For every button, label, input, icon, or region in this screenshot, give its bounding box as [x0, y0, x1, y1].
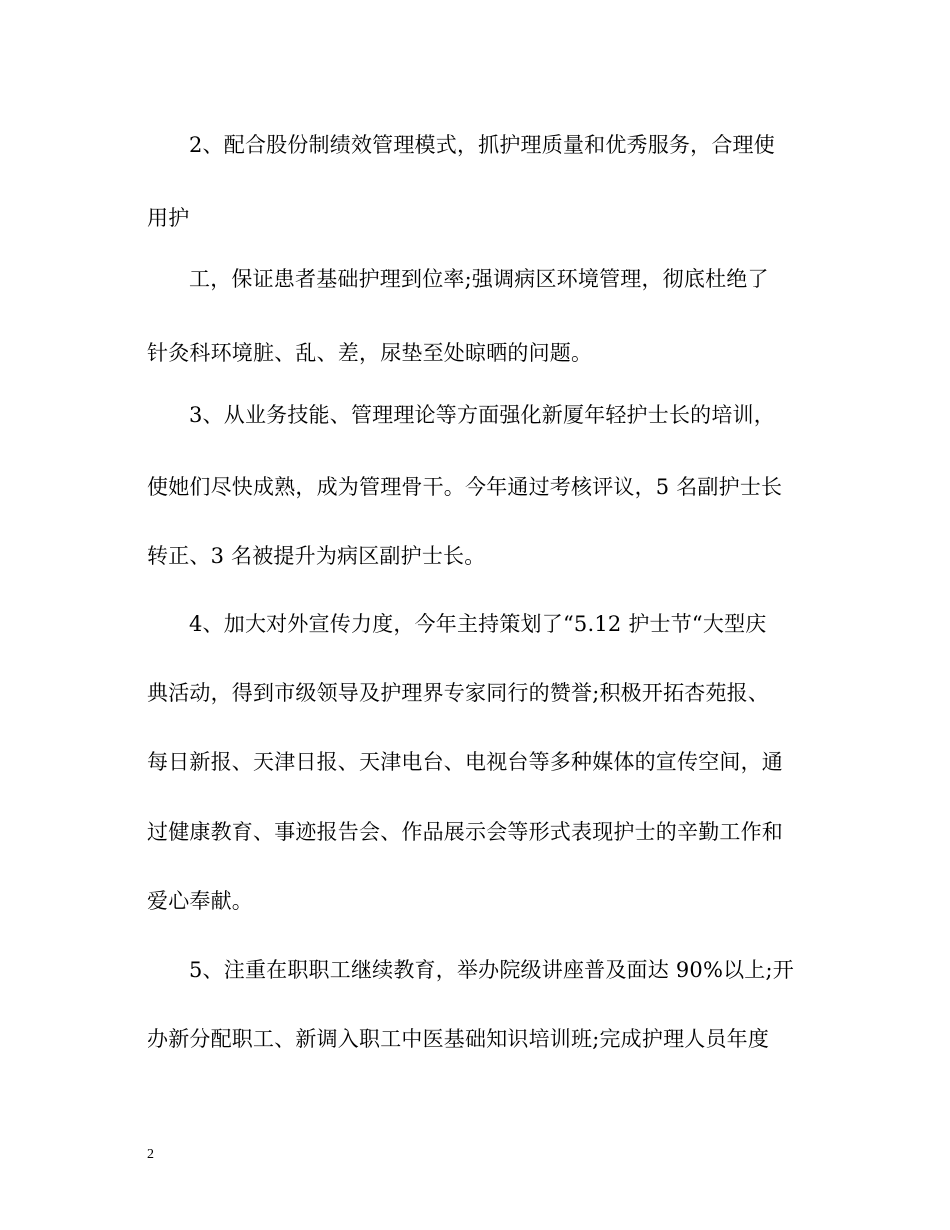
- paragraph-4-line-5: 爱心奉献。: [147, 889, 253, 913]
- paragraph-2-line-3: 工，保证患者基础护理到位率;强调病区环境管理，彻底杜绝了: [189, 267, 769, 291]
- paragraph-3-line-1: 3、从业务技能、管理理论等方面强化新厦年轻护士长的培训，: [189, 403, 775, 427]
- paragraph-4-line-1: 4、加大对外宣传力度，今年主持策划了“5.12 护士节“大型庆: [189, 612, 767, 636]
- paragraph-2-line-4: 针灸科环境脏、乱、差，尿垫至处晾晒的问题。: [147, 341, 593, 365]
- paragraph-2-line-2: 用护: [147, 206, 190, 230]
- paragraph-5-line-2: 办新分配职工、新调入职工中医基础知识培训班;完成护理人员年度: [147, 1027, 770, 1051]
- paragraph-4-line-2: 典活动，得到市级领导及护理界专家同行的赞誉;积极开拓杏苑报、: [147, 681, 770, 705]
- page-number: 2: [147, 1147, 154, 1162]
- paragraph-3-line-3: 转正、3 名被提升为病区副护士长。: [147, 544, 486, 568]
- paragraph-3-line-2: 使她们尽快成熟，成为管理骨干。今年通过考核评议，5 名副护士长: [147, 475, 783, 499]
- paragraph-4-line-3: 每日新报、天津日报、天津电台、电视台等多种媒体的宣传空间，通: [147, 750, 783, 774]
- paragraph-4-line-4: 过健康教育、事迹报告会、作品展示会等形式表现护士的辛勤工作和: [147, 820, 783, 844]
- paragraph-2-line-1: 2、配合股份制绩效管理模式，抓护理质量和优秀服务，合理使: [189, 133, 775, 157]
- paragraph-5-line-1: 5、注重在职职工继续教育，举办院级讲座普及面达 90%以上;开: [189, 958, 794, 982]
